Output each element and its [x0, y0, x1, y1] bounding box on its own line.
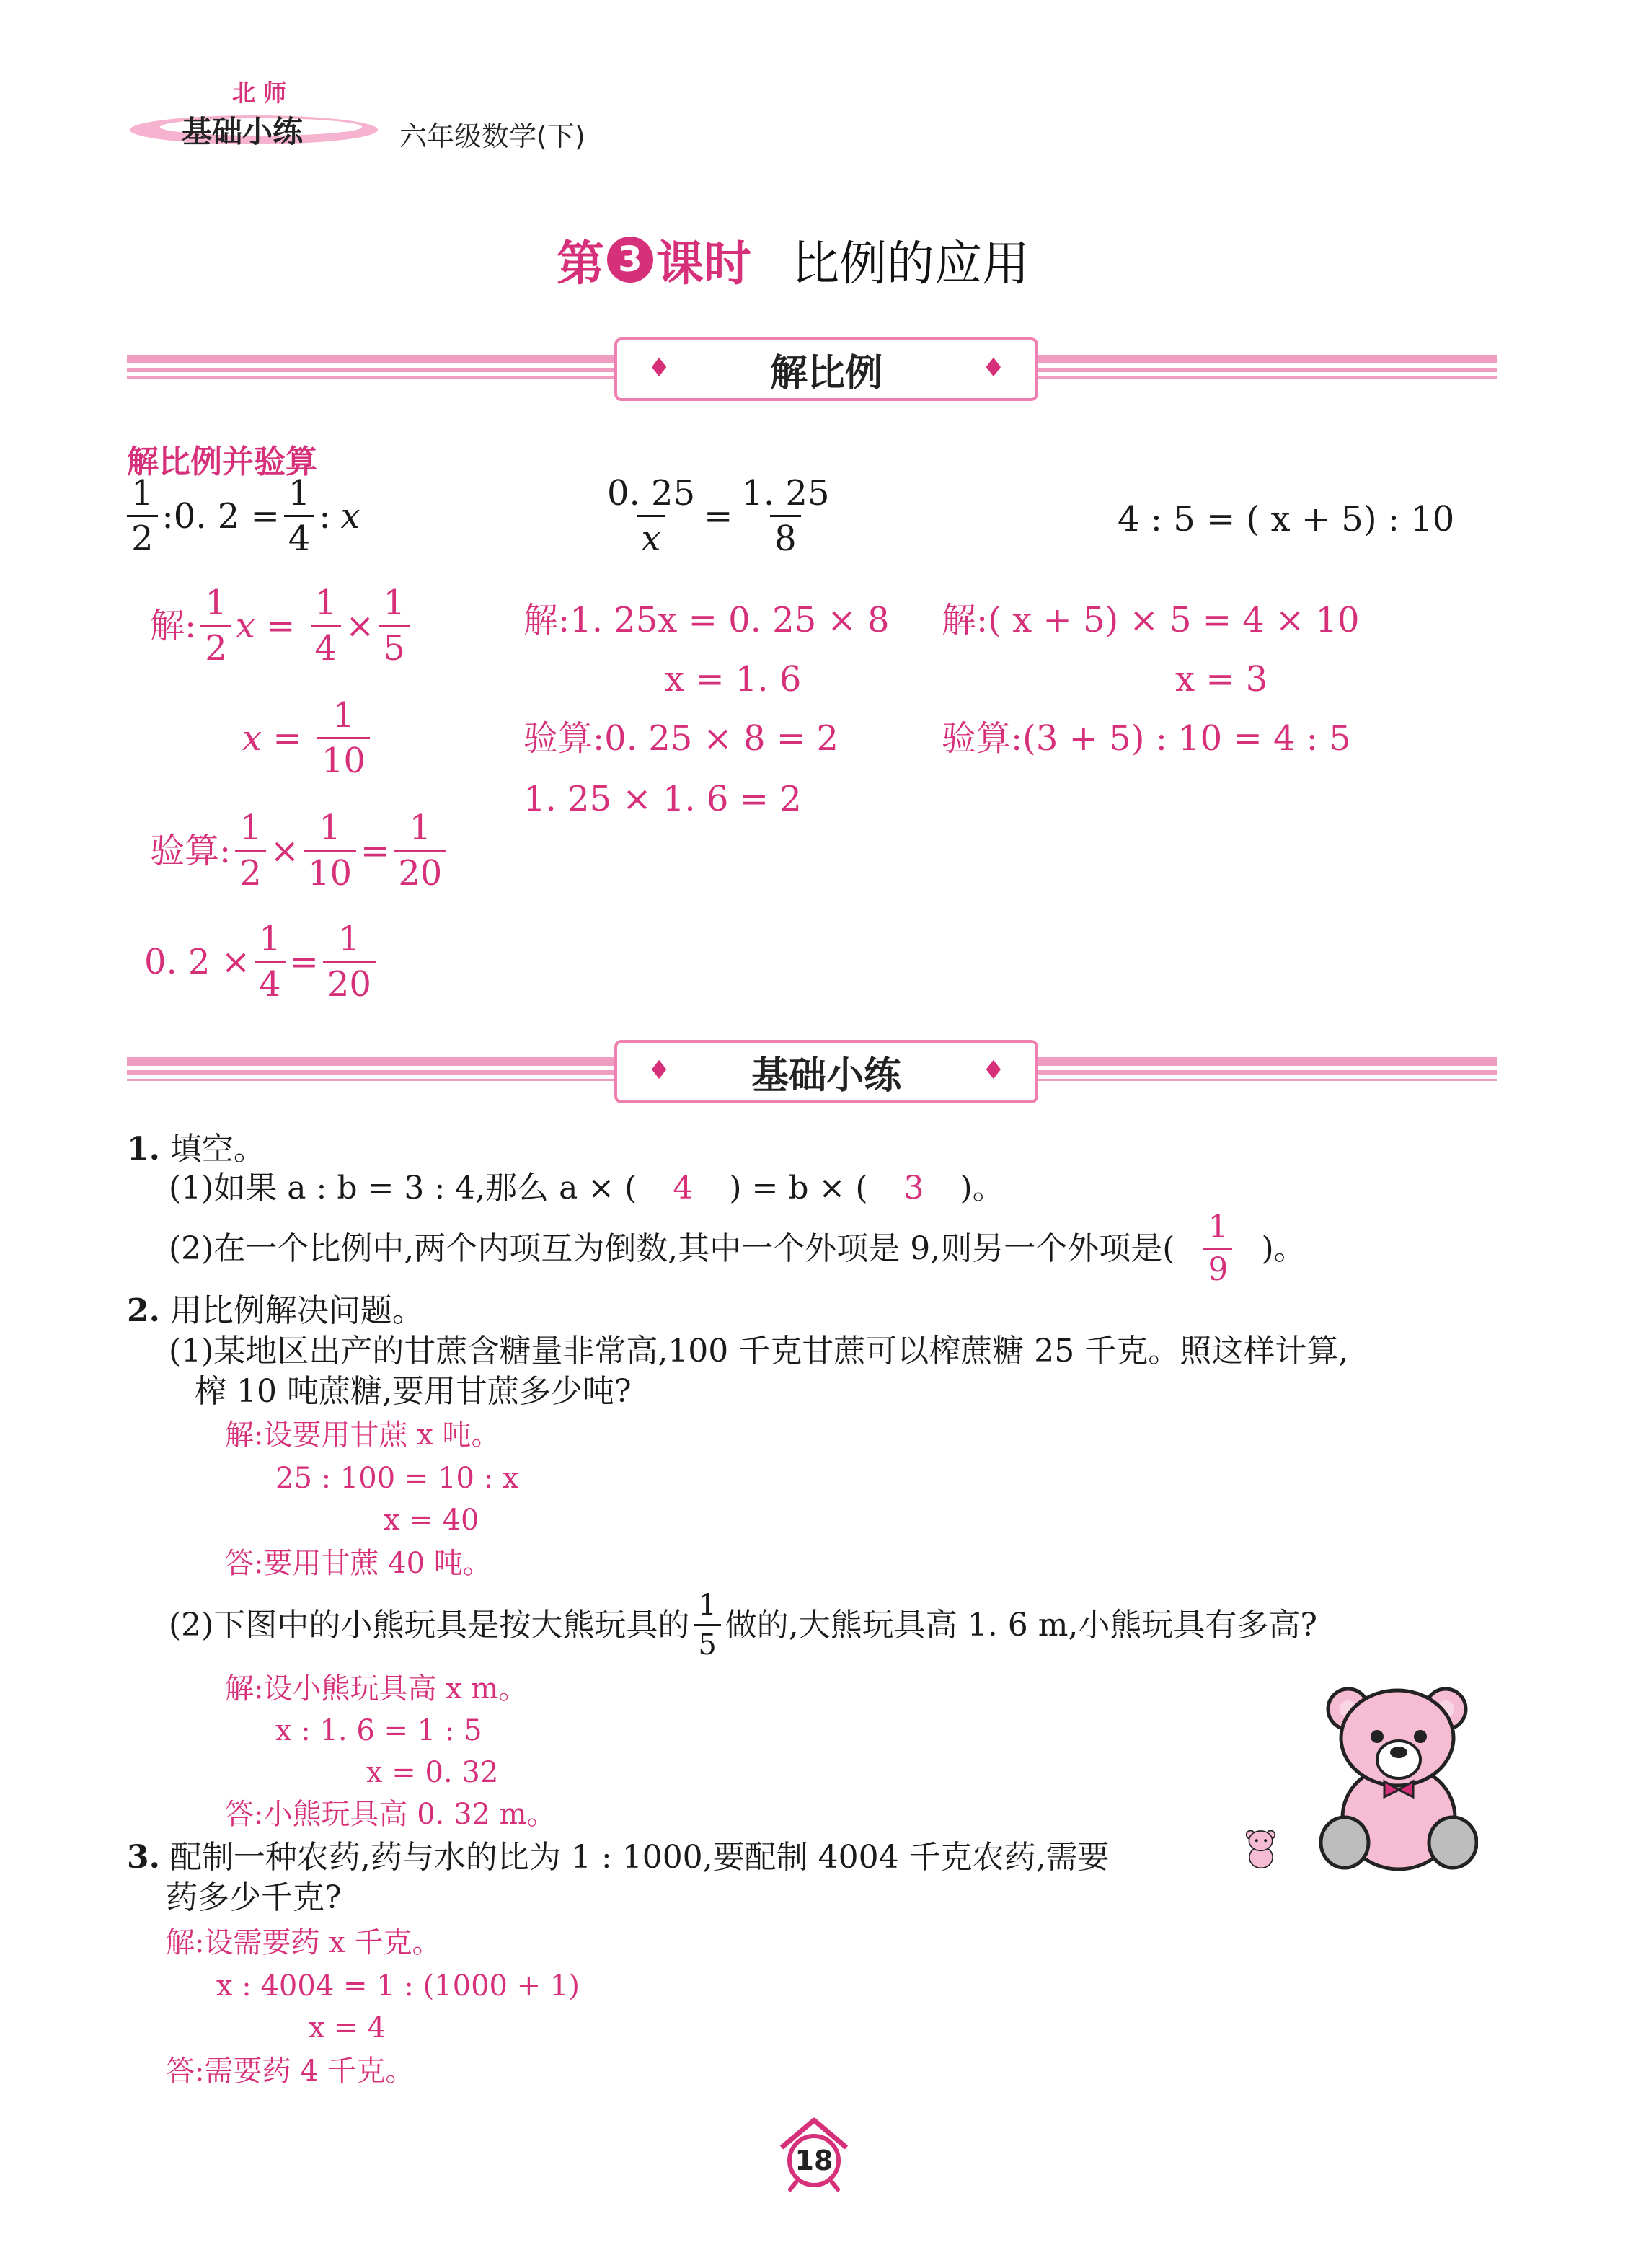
problem1 — [123, 473, 360, 559]
times: × — [270, 830, 299, 871]
diamond-icon: ♦ — [647, 1056, 671, 1085]
frac-den: 2 — [200, 625, 231, 666]
diamond-icon: ♦ — [981, 353, 1005, 383]
title-number: 3 — [618, 239, 642, 280]
title-suffix: 课时 — [656, 236, 751, 291]
frac-den: 5 — [379, 625, 410, 666]
q1-b-pre: (2)在一个比例中,两个内项互为倒数,其中一个外项是 9,则另一个外项是( — [169, 1230, 1175, 1267]
diamond-icon: ♦ — [647, 353, 671, 383]
frac-num: 1 — [332, 695, 355, 736]
frac-den: 4 — [255, 961, 286, 1002]
brand-top: 北 师 — [232, 79, 287, 107]
problem2 — [598, 473, 839, 559]
q2-a-text1: (1)某地区出产的甘蔗含糖量非常高,100 千克甘蔗可以榨蔗糖 25 千克。照这样计算, — [169, 1333, 1349, 1369]
p2-sol: 解:1. 25x = 0. 25 × 8 — [523, 600, 890, 640]
q2-b-sol1: 解:设小熊玩具高 x m。 — [225, 1672, 528, 1706]
p3-check: 验算:(3 + 5) : 10 = 4 : 5 — [942, 718, 1351, 759]
section2-heading-box — [614, 1040, 1038, 1103]
p1-check-label: 验算: — [150, 830, 231, 871]
frac-num: 1 — [205, 583, 227, 623]
p1-sol-label: 解: — [150, 605, 197, 646]
p2-check1: 验算:0. 25 × 8 = 2 — [523, 718, 839, 759]
q1-a-end: )。 — [960, 1170, 1004, 1206]
q3-sol3: x = 4 — [309, 2011, 386, 2044]
eq: = — [360, 830, 390, 871]
small-teddy-bear-icon — [1244, 1829, 1278, 1869]
q1-a-answer1: 4 — [673, 1170, 694, 1206]
q1-header — [127, 1131, 265, 1168]
frac-num: 1 — [131, 473, 154, 513]
q2-a-sol2: 25 : 100 = 10 : x — [275, 1462, 519, 1495]
q3-text-line1: 配制一种农药,药与水的比为 1 : 1000,要配制 4004 千克农药,需要 — [169, 1839, 1110, 1876]
frac-den: 20 — [394, 850, 446, 891]
q2-a-sol1: 解:设要用甘蔗 x 吨。 — [225, 1418, 500, 1452]
frac-num: 1 — [1208, 1209, 1229, 1245]
q2-b-sol2: x : 1. 6 = 1 : 5 — [275, 1714, 482, 1747]
title-prefix: 第 — [557, 236, 604, 291]
q1-a — [169, 1170, 1004, 1206]
q1-b — [169, 1209, 1306, 1288]
eq: = — [289, 941, 319, 982]
q2-b-text — [169, 1589, 1317, 1662]
section1-heading-box — [614, 337, 1038, 401]
frac-num: 1 — [239, 808, 262, 848]
problem1-mid: :0. 2 = — [162, 495, 280, 537]
frac-den: 4 — [284, 515, 315, 556]
p2-res: x = 1. 6 — [665, 659, 802, 700]
subtitle: 六年级数学(下) — [399, 120, 585, 152]
q2-label: 用比例解决问题。 — [169, 1292, 424, 1329]
problem3: 4 : 5 = ( x + 5) : 10 — [1118, 499, 1455, 539]
q3-ans: 答:需要药 4 千克。 — [166, 2055, 415, 2088]
q2-number: 2. — [127, 1292, 160, 1329]
frac-den: 10 — [317, 737, 370, 778]
frac-den: 9 — [1203, 1248, 1232, 1286]
q3-number: 3. — [127, 1839, 160, 1876]
frac-den: 10 — [304, 850, 356, 891]
p1-check2 — [144, 919, 380, 1005]
p3-res: x = 3 — [1175, 659, 1268, 700]
page-number: 18 — [795, 2145, 833, 2176]
q1-label: 填空。 — [169, 1131, 265, 1168]
brand-main: 基础小练 — [182, 114, 304, 149]
var-x: x — [242, 718, 262, 759]
q2-b-post: 做的,大熊玩具高 1. 6 m,小熊玩具有多高? — [725, 1606, 1317, 1643]
frac-num: 1 — [698, 1589, 717, 1622]
section1-heading: 解比例 — [769, 351, 882, 395]
q1-a-mid: ) = b × ( — [729, 1170, 868, 1206]
p1-check2-lead: 0. 2 × — [144, 941, 251, 982]
frac-num: 1. 25 — [741, 473, 830, 513]
frac-num: 1 — [319, 808, 341, 848]
q3-text1 — [127, 1839, 1110, 1876]
q2-b-ans: 答:小熊玩具高 0. 32 m。 — [225, 1798, 556, 1831]
eq: = — [704, 495, 733, 537]
section1-instruction: 解比例并验算 — [127, 444, 317, 480]
title-number-badge — [607, 237, 653, 283]
q3-sol1: 解:设需要药 x 千克。 — [166, 1926, 441, 1959]
frac-num: 1 — [314, 583, 337, 623]
p2-check2: 1. 25 × 1. 6 = 2 — [523, 779, 802, 819]
q3-sol2: x : 4004 = 1 : (1000 + 1) — [216, 1969, 580, 2003]
diamond-icon: ♦ — [981, 1056, 1005, 1085]
var-x: x — [235, 605, 255, 646]
frac-num: 1 — [288, 473, 311, 513]
q1-number: 1. — [127, 1131, 160, 1168]
eq: = — [255, 605, 306, 646]
section2-heading: 基础小练 — [751, 1054, 901, 1098]
q2-a-sol3: x = 40 — [384, 1504, 479, 1537]
frac-den: 2 — [235, 850, 266, 891]
q2-b-sol3: x = 0. 32 — [366, 1756, 499, 1789]
p1-result — [242, 695, 374, 781]
large-teddy-bear-icon — [1319, 1680, 1478, 1875]
frac-num: 1 — [409, 808, 432, 848]
page-title — [557, 225, 1030, 294]
q1-b-end: )。 — [1261, 1230, 1306, 1267]
frac-num: 1 — [259, 919, 281, 959]
frac-num: 1 — [383, 583, 405, 623]
p3-sol: 解:( x + 5) × 5 = 4 × 10 — [942, 600, 1360, 640]
q2-b-pre: (2)下图中的小熊玩具是按大熊玩具的 — [169, 1606, 690, 1643]
title-topic: 比例的应用 — [792, 236, 1030, 291]
frac-den: 5 — [694, 1624, 720, 1659]
q2-header — [127, 1292, 424, 1329]
frac-den: 2 — [127, 515, 158, 556]
times: × — [345, 605, 375, 646]
frac-den: 8 — [770, 515, 801, 556]
p1-check1 — [150, 808, 451, 893]
q1-a-pre: (1)如果 a : b = 3 : 4,那么 a × ( — [169, 1170, 637, 1206]
var-x: x — [340, 495, 360, 537]
q2-a-text2: 榨 10 吨蔗糖,要用甘蔗多少吨? — [195, 1373, 632, 1410]
frac-den-x: x — [637, 515, 665, 556]
p1-solution — [150, 583, 414, 669]
frac-num: 0. 25 — [607, 473, 696, 513]
page-number-badge — [774, 2113, 854, 2192]
frac-den: 20 — [323, 961, 376, 1002]
frac-num: 1 — [338, 919, 360, 959]
problem1-end: : — [319, 495, 331, 537]
frac-den: 4 — [311, 625, 342, 666]
q1-a-answer2: 3 — [903, 1170, 924, 1206]
header-logo — [124, 72, 384, 151]
q2-a-ans: 答:要用甘蔗 40 吨。 — [225, 1547, 492, 1580]
q3-text2: 药多少千克? — [166, 1879, 342, 1916]
eq: = — [262, 718, 313, 759]
